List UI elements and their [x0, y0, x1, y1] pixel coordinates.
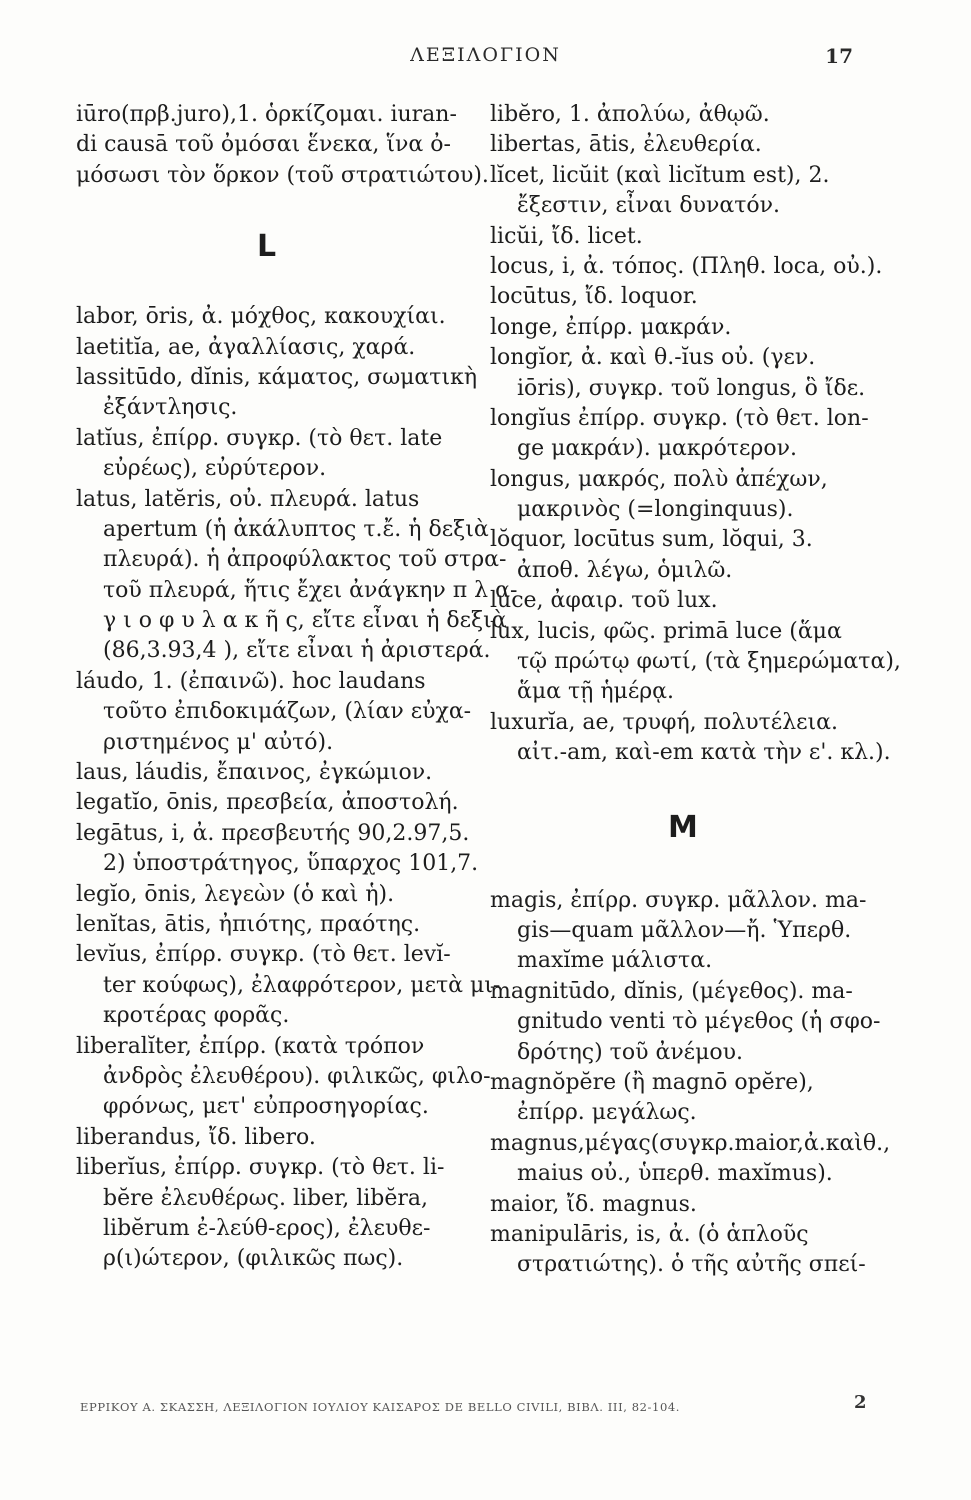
running-title: ΛΕΞΙΛΟΓΙΟΝ [410, 44, 561, 66]
entry-line: libertas, ātis, ἐλευθερία. [490, 132, 762, 158]
entry-line: licŭi, ἴδ. licet. [490, 223, 643, 249]
entry-line: laetitĭa, ae, ἀγαλλίασις, χαρά. [76, 334, 416, 360]
section-letter-m: M [668, 809, 698, 845]
entry-line: di causā τοῦ ὀμόσαι ἕνεκα, ἵνα ὀ- [76, 132, 451, 158]
entry-line: luxurĭa, ae, τρυφή, πολυτέλεια. [490, 709, 839, 735]
entry-line: latus, latĕris, οὐ. πλευρά. latus [76, 486, 420, 512]
entry-line: lux, lucis, φῶς. primā luce (ἅμα [490, 618, 842, 644]
entry-line: iōris), συγκρ. τοῦ longus, ὃ ἴδε. [517, 375, 866, 401]
entry-line: ἐξάντλησις. [103, 395, 238, 421]
entry-line: laus, láudis, ἔπαινος, ἐγκώμιον. [76, 760, 433, 786]
entry-line: (86,3.93,4 ), εἴτε εἶναι ἡ ἀριστερά. [103, 638, 491, 664]
left-column-entries-top [76, 100, 489, 191]
entry-line: libĕro, 1. ἀπολύω, ἀθῳῶ. [490, 102, 770, 127]
entry-line: magis, ἐπίρρ. συγκρ. μᾶλλον. ma- [490, 887, 867, 913]
entry-line: magnitūdo, dĭnis, (μέγεθος). ma- [490, 978, 853, 1004]
entry-line: δρότης) τοῦ ἀνέμου. [517, 1039, 743, 1065]
entry-line: apertum (ἡ ἀκάλυπτος τ.ἔ. ἡ δεξιὰ [103, 516, 489, 542]
entry-line: láudo, 1. (ἐπαινῶ). hoc laudans [76, 668, 426, 694]
entry-line: ἔξεστιν, εἶναι δυνατόν. [517, 193, 781, 219]
entry-line: longĭus ἐπίρρ. συγκρ. (τὸ θετ. lon- [490, 405, 869, 431]
entry-line: longus, μακρός, πολὺ ἀπέχων, [490, 466, 828, 492]
entry-line: ἅμα τῇ ἡμέρᾳ. [517, 679, 675, 705]
entry-line: lassitūdo, dĭnis, κάματος, σωματικὴ [76, 364, 478, 390]
left-column [76, 100, 518, 1275]
entry-line: lĭcet, licŭit (καὶ licĭtum est), 2. [490, 162, 830, 188]
page-header [0, 44, 971, 74]
entry-line: εὐρέως), εὐρύτερον. [103, 456, 327, 482]
entry-line: locus, i, ἀ. τόπος. (Πληθ. loca, οὐ.). [490, 253, 883, 279]
entry-line: legatĭo, ōnis, πρεσβεία, ἀποστολή. [76, 790, 459, 816]
entry-line: ge μακράν). μακρότερον. [517, 436, 797, 462]
entry-line: magnus,μέγας(συγκρ.maior,ἀ.καὶθ., [490, 1130, 891, 1156]
right-column-entries [490, 886, 900, 1281]
entry-line: liberalĭter, ἐπίρρ. (κατὰ τρόπον [76, 1033, 425, 1059]
entry-line: ριστημένος μ' αὐτό). [103, 729, 334, 755]
entry-line: μόσωσι τὸν ὅρκον (τοῦ στρατιώτου). [76, 162, 489, 188]
entry-line: locūtus, ἴδ. loquor. [490, 284, 698, 310]
entry-line: labor, ōris, ἀ. μόχθος, κακουχίαι. [76, 304, 446, 330]
sheet-number: 2 [854, 1392, 867, 1413]
entry-line: τῷ πρώτῳ φωτί, (τὰ ξημερώματα), [517, 649, 901, 675]
section-letter-l: L [257, 229, 277, 265]
entry-line: τοῦτο ἐπιδοκιμάζων, (λίαν εὐχα- [103, 699, 472, 725]
entry-line: γ ι ο φ υ λ α κ ῆ ς, εἴτε εἶναι ἡ δεξιὰ [103, 608, 507, 634]
entry-line: 2) ὑποστράτηγος, ὕπαρχος 101,7. [103, 851, 479, 877]
entry-line: φρόνως, μετ' εὐπροσηγορίας. [103, 1094, 429, 1120]
entry-line: ter κούφως), ἐλαφρότερον, μετὰ μι- [103, 972, 501, 998]
entry-line: αἰτ.-am, καὶ-em κατὰ τὴν ε'. κλ.). [517, 740, 891, 766]
entry-line: latĭus, ἐπίρρ. συγκρ. (τὸ θετ. late [76, 425, 443, 451]
entry-line: τοῦ πλευρά, ἥτις ἔχει ἀνάγκην π λ α- [103, 577, 518, 603]
entry-line: liberandus, ἴδ. libero. [76, 1124, 316, 1150]
entry-line: magnŏpĕre (ἢ magnō opĕre), [490, 1069, 814, 1095]
entry-line: lŏquor, locūtus sum, lŏqui, 3. [490, 527, 813, 553]
footer-citation: ΕΡΡΙΚΟΥ Α. ΣΚΑΣΣΗ, ΛΕΞΙΛΟΓΙΟΝ ΙΟΥΛΙΟΥ ΚΑΙΣΑΡΟΣ DE BELLO CIVILI, ΒΙΒΛ. III, 82-104. [80, 1400, 681, 1414]
entry-line: iūro(πρβ.juro),1. ὁρκίζομαι. iuran- [76, 102, 457, 127]
entry-line: maius οὐ., ὑπερθ. maxĭmus). [517, 1161, 833, 1187]
entry-line: μακρινὸς (=longinquus). [517, 497, 794, 523]
right-column [490, 100, 900, 1281]
entry-line: ἐπίρρ. μεγάλως. [517, 1100, 697, 1126]
page-number: 17 [825, 44, 853, 68]
entry-line: levĭus, ἐπίρρ. συγκρ. (τὸ θετ. levĭ- [76, 942, 451, 968]
entry-line: luce, ἀφαιρ. τοῦ lux. [490, 588, 718, 614]
entry-line: longĭor, ἀ. καὶ θ.-ĭus οὐ. (γεν. [490, 345, 816, 371]
entry-line: lenĭtas, ātis, ἠπιότης, πραότης. [76, 911, 421, 937]
entry-line: libĕrum ἐ-λεύθ-ερος), ἐλευθε- [103, 1215, 431, 1241]
entry-line: maior, ἴδ. magnus. [490, 1191, 697, 1217]
entry-line: κροτέρας φορᾶς. [103, 1003, 290, 1029]
entry-line: στρατιώτης). ὁ τῆς αὐτῆς σπεί- [517, 1252, 866, 1278]
right-column-entries-top [490, 100, 900, 769]
entry-line: gnitudo venti τὸ μέγεθος (ἡ σφο- [517, 1009, 881, 1035]
entry-line: πλευρά). ἡ ἀπροφύλακτος τοῦ στρα- [103, 547, 507, 573]
entry-line: manipulāris, is, ἀ. (ὁ ἁπλοῦς [490, 1221, 809, 1247]
entry-line: longe, ἐπίρρ. μακράν. [490, 314, 732, 340]
left-column-entries [76, 302, 518, 1275]
entry-line: legātus, i, ἀ. πρεσβευτής 90,2.97,5. [76, 820, 470, 846]
entry-line: gis—quam μᾶλλον—ἤ. Ὑπερθ. [517, 917, 852, 943]
entry-line: legĭo, ōnis, λεγεὼν (ὁ καὶ ἡ). [76, 881, 395, 907]
entry-line: ἀνδρὸς ἐλευθέρου). φιλικῶς, φιλο- [103, 1063, 491, 1089]
entry-line: bĕre ἐλευθέρως. liber, libĕra, [103, 1185, 429, 1211]
entry-line: ἀποθ. λέγω, ὁμιλῶ. [517, 557, 733, 583]
entry-line: liberĭus, ἐπίρρ. συγκρ. (τὸ θετ. li- [76, 1155, 445, 1181]
entry-line: maxĭme μάλιστα. [517, 948, 713, 974]
entry-line: ρ(ι)ώτερον, (φιλικῶς πως). [103, 1246, 404, 1272]
